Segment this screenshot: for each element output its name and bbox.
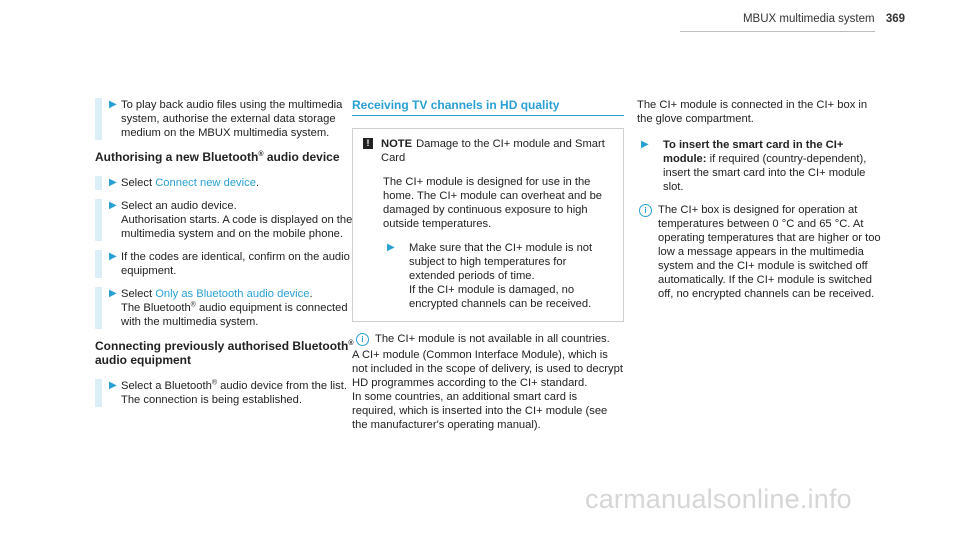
- arrow-right-icon: ▶: [641, 139, 649, 150]
- step-select-connect: [95, 176, 357, 190]
- connect-new-device-link[interactable]: Connect new device: [155, 177, 256, 189]
- watermark: carmanualsonline.info: [585, 484, 852, 514]
- step-result: audio equipment is connected with the multimedia system.: [121, 302, 348, 328]
- step-bar: [95, 98, 102, 140]
- info-note: [637, 203, 885, 301]
- info-note: [352, 332, 624, 346]
- step-text: If the codes are identical, confirm on the audio equipment.: [121, 251, 350, 277]
- step-text: Make sure that the CI+ module is not subject to high temperatures for extended periods of time.: [409, 242, 593, 282]
- step-text: audio device from the list.: [216, 380, 347, 392]
- heading-text: audio equipment: [95, 353, 191, 367]
- step-text: if required (country-dependent), insert the smart card into the CI+ module slot.: [663, 153, 867, 193]
- arrow-right-icon: ▶: [387, 242, 395, 253]
- step-bold-text: To insert the smart card in the CI+ module:: [663, 139, 844, 165]
- section-title: Receiving TV channels in HD quality: [352, 98, 624, 116]
- arrow-right-icon: ▶: [109, 380, 117, 391]
- registered-mark: ®: [258, 151, 264, 158]
- heading-authorising: [95, 150, 357, 164]
- heading-text: Authorising a new Bluetooth: [95, 150, 259, 164]
- step-text: Select: [121, 288, 156, 300]
- note-header: [363, 137, 613, 165]
- arrow-right-icon: ▶: [109, 251, 117, 262]
- step-text: Select: [121, 177, 156, 189]
- page-header: [743, 12, 905, 26]
- info-icon: i: [639, 204, 652, 217]
- note-text: The CI+ module is designed for use in the home. The CI+ module can overheat and be damaged by continuous exposure to high outside temperatures.: [383, 176, 603, 230]
- step-result: The connection is being established.: [121, 394, 302, 406]
- step-text: .: [255, 177, 260, 189]
- info-icon: i: [356, 333, 369, 346]
- arrow-right-icon: ▶: [109, 99, 117, 110]
- column-left: [95, 98, 357, 416]
- step-select-audio-device: [95, 199, 357, 241]
- step-confirm-codes: [95, 250, 357, 278]
- paragraph: The CI+ module is connected in the CI+ box in the glove compartment.: [637, 99, 868, 125]
- step-insert-smart-card: [637, 138, 885, 194]
- arrow-right-icon: ▶: [109, 288, 117, 299]
- column-right: [637, 98, 885, 303]
- column-middle: [352, 98, 624, 432]
- arrow-right-icon: ▶: [109, 200, 117, 211]
- step-bar: [95, 176, 102, 190]
- step-text: Select a Bluetooth: [121, 380, 212, 392]
- note-label: NOTE: [381, 138, 413, 150]
- info-text: The CI+ module is not available in all countries.: [375, 333, 610, 345]
- step-text: Select an audio device.: [121, 200, 237, 212]
- note-box: [352, 128, 624, 322]
- note-body: [363, 175, 613, 311]
- step-bar: [95, 199, 102, 241]
- step-result: The Bluetooth: [121, 302, 191, 314]
- note-title: Damage to the CI+ module and Smart Card: [381, 138, 605, 164]
- page-number: 369: [885, 13, 905, 25]
- header-divider: [680, 31, 875, 32]
- registered-mark: ®: [190, 301, 196, 309]
- warning-icon: !: [363, 138, 373, 149]
- step-bar: [95, 287, 102, 329]
- step-result: If the CI+ module is damaged, no encrypted channels can be received.: [409, 284, 592, 310]
- step-select-from-list: [95, 379, 357, 407]
- note-step: [383, 241, 613, 311]
- step-text: To play back audio files using the multimedia system, authorise the external data storage medium on the MBUX multimedia system.: [121, 99, 343, 139]
- heading-connecting: [95, 339, 357, 367]
- heading-text: Connecting previously authorised Bluetooth: [95, 339, 349, 353]
- only-as-bluetooth-audio-link[interactable]: Only as Bluetooth audio device: [155, 288, 310, 300]
- info-text: The CI+ box is designed for operation at temperatures between 0 °C and 65 °C. At operating temperatures that are higher or too low a message appears in the multimedia system and the CI+ module is switched off automatically. If the CI+ module is switched off, no encrypted channels can be received.: [658, 204, 881, 300]
- arrow-right-icon: ▶: [109, 177, 117, 188]
- step-bar: [95, 250, 102, 278]
- step-playback: [95, 98, 357, 140]
- heading-text: audio device: [263, 150, 340, 164]
- step-text: .: [309, 288, 313, 300]
- header-title: MBUX multimedia system: [742, 13, 875, 25]
- paragraph: In some countries, an additional smart card is required, which is inserted into the CI+ module (see the manufacturer's operating manual).: [352, 391, 608, 431]
- registered-mark: ®: [348, 340, 354, 347]
- step-result: Authorisation starts. A code is displayed on the multimedia system and on the mobile phone.: [121, 214, 353, 240]
- registered-mark: ®: [211, 379, 217, 387]
- step-select-only-audio: [95, 287, 357, 329]
- step-bar: [95, 379, 102, 407]
- paragraph: A CI+ module (Common Interface Module), which is not included in the scope of delivery, is used to decrypt HD programmes according to the CI+ standard.: [352, 349, 623, 389]
